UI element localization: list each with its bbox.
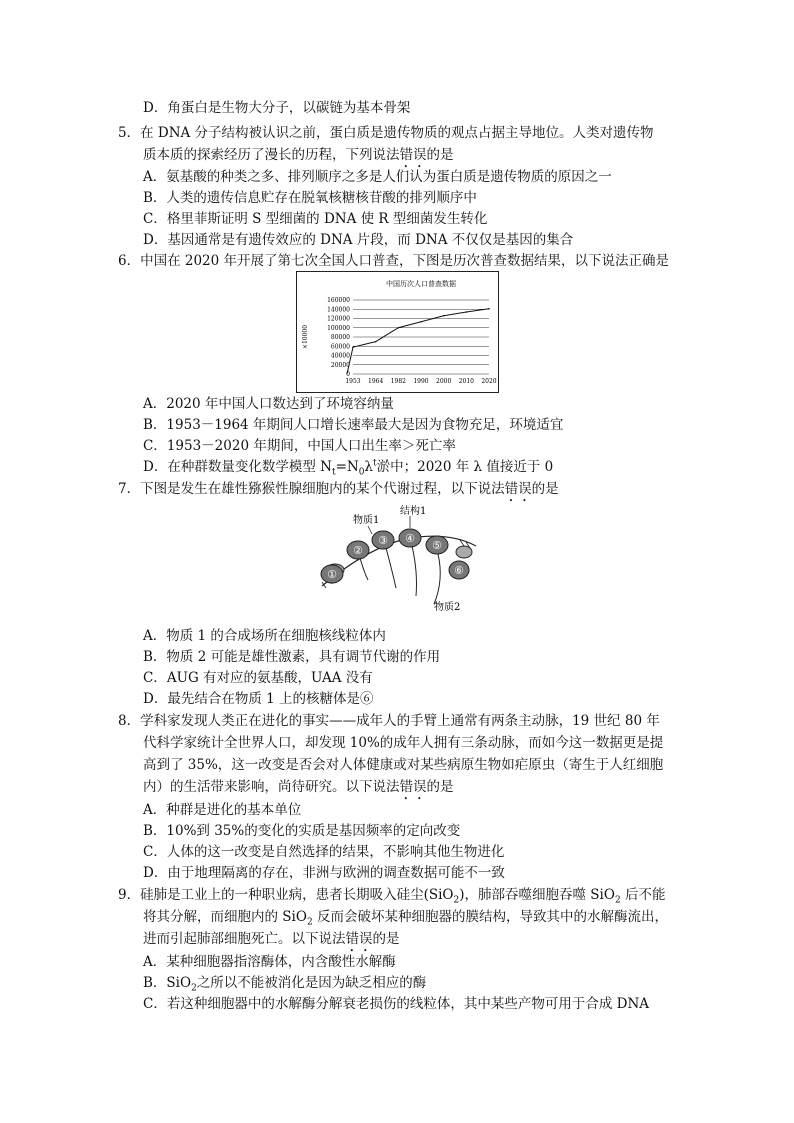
y-tick-label: 0	[346, 371, 350, 378]
y-tick-label: 60000	[330, 343, 350, 351]
ribosome-label-3: ③	[378, 534, 388, 547]
q8-stem-line2: 代科学家统计全世界人口，却发现 10%的成年人拥有三条动脉，而如今这一数据更是提	[143, 735, 664, 751]
emphasis-wrong: 错误	[399, 779, 427, 795]
y-tick-label: 140000	[327, 306, 350, 314]
q6-option-a: A．2020 年中国人口数达到了环境容纳量	[143, 396, 394, 412]
q6-option-b: B．1953－1964 年期间人口增长速率最大是因为食物充足，环境适宜	[143, 417, 564, 433]
q5-option-c: C．格里菲斯证明 S 型细菌的 DNA 使 R 型细菌发生转化	[143, 211, 488, 227]
ribosome-4	[399, 529, 421, 547]
q8-stem-line3: 高到了 35%，这一改变是否会对人体健康或对某些病原生物如疟原虫（寄生于人红细胞	[143, 757, 664, 773]
label-substance-2: 物质2	[434, 602, 461, 613]
data-point	[488, 308, 490, 310]
y-tick-label: 160000	[327, 297, 350, 304]
label-structure-1: 结构1	[400, 506, 427, 517]
emphasis-wrong: 错误	[345, 931, 373, 947]
mrna-strand	[322, 536, 476, 586]
data-point	[466, 311, 468, 313]
q9-stem-line1: 9．硅肺是工业上的一种职业病，患者长期吸入硅尘(SiO$_2$)，肺部吞噬细胞吞噬 SiO$_2$ 后不能	[118, 887, 666, 906]
emphasis-wrong: 错误	[504, 481, 532, 497]
ribosome-label-6: ⑥	[454, 564, 464, 577]
q5-stem-line1: 5．在 DNA 分子结构被认识之前，蛋白质是遗传物质的观点占据主导地位。人类对遗传物	[118, 125, 654, 141]
y-tick-label: 100000	[327, 324, 350, 332]
q7-stem: 7．下图是发生在雄性猕猴性腺细胞内的某个代谢过程，以下说法错误的是	[118, 481, 559, 497]
q7-option-c: C．AUG 有对应的氨基酸，UAA 没有	[143, 670, 373, 686]
q9-stem-line3: 进而引起肺部细胞死亡。以下说法错误的是	[143, 931, 400, 947]
data-point	[443, 315, 445, 317]
peptide-chain-3	[386, 548, 396, 588]
q5-option-d: D．基因通常是有遗传效应的 DNA 片段，而 DNA 不仅仅是基因的集合	[143, 232, 574, 248]
x-tick-label: 2020	[481, 378, 497, 385]
q6-option-d: D．在种群数量变化数学模型 $N_t=N_0\lambda^t$淤中；2020 年 λ 值接近于 0	[143, 458, 554, 478]
data-point	[352, 346, 354, 348]
peptide-chain-4	[412, 546, 417, 596]
data-point	[420, 321, 422, 323]
x-tick-label: 2000	[436, 378, 452, 385]
q7-option-b: B．物质 2 可能是雄性激素，具有调节代谢的作用	[143, 649, 441, 665]
q6-option-c: C．1953－2020 年期间，中国人口出生率＞死亡率	[143, 438, 456, 454]
data-point	[375, 341, 377, 343]
q8-option-d: D．由于地理隔离的存在，非洲与欧洲的调查数据可能不一致	[143, 865, 505, 881]
chart-y-label: ×10000	[302, 324, 309, 350]
ribosome-6	[449, 546, 472, 579]
peptide-chain-2	[360, 558, 368, 580]
ribosome-label-1: ①	[327, 568, 337, 581]
ribosome-3	[372, 531, 394, 549]
label-substance-1: 物质1	[353, 515, 380, 526]
ribosome-label-5: ⑤	[432, 539, 442, 552]
q8-option-c: C．人体的这一改变是自然选择的结果，不影响其他生物进化	[143, 844, 505, 860]
q5-stem-line2: 质本质的探索经历了漫长的历程，下列说法错误的是	[143, 147, 454, 163]
y-tick-label: 120000	[327, 315, 350, 323]
x-tick-label: 1982	[390, 378, 406, 385]
ribosome-2	[347, 541, 369, 559]
population-chart	[296, 271, 499, 393]
ribosome-1	[321, 564, 344, 583]
y-tick-label: 40000	[330, 352, 350, 360]
x-tick-label: 1953	[345, 378, 361, 385]
q5-option-b: B．人类的遗传信息贮存在脱氧核糖核苷酸的排列顺序中	[143, 190, 477, 206]
ribosome-label-2: ②	[353, 544, 363, 557]
q9-option-a: A．某种细胞器指溶酶体，内含酸性水解酶	[143, 954, 396, 970]
q8-option-a: A．种群是进化的基本单位	[143, 802, 302, 818]
chart-title: 中国历次人口普查数据	[386, 280, 456, 288]
y-tick-label: 20000	[330, 361, 350, 369]
q9-stem-line2: 将其分解，而细胞内的 SiO$_2$ 反而会破坏某种细胞器的膜结构，导致其中的水解酶流出，	[143, 909, 668, 928]
x-tick-label: 2010	[458, 378, 474, 385]
q4-option-d: D．角蛋白是生物大分子，以碳链为基本骨架	[143, 100, 411, 116]
q8-stem-line4: 内）的生活带来影响，尚待研究。以下说法错误的是	[143, 779, 454, 795]
q7-option-a: A．物质 1 的合成场所在细胞核线粒体内	[143, 628, 386, 644]
emphasis-wrong: 错误	[399, 147, 427, 163]
q5-option-a: A．氨基酸的种类之多、排列顺序之多是人们认为蛋白质是遗传物质的原因之一	[143, 169, 612, 185]
y-tick-label: 80000	[330, 334, 350, 341]
population-chart-svg	[297, 272, 498, 392]
peptide-chain-5	[434, 554, 440, 604]
label-line-sub1	[368, 526, 372, 534]
q9-option-c: C．若这种细胞器中的水解酶分解衰老损伤的线粒体，其中某些产物可用于合成 DNA	[143, 996, 650, 1012]
x-tick-label: 1964	[368, 378, 384, 385]
q6-stem: 6．中国在 2020 年开展了第七次全国人口普查，下图是历次普查数据结果，以下说法正确是	[118, 253, 670, 269]
data-point	[398, 327, 400, 329]
q9-option-b: B．SiO$_2$之所以不能被消化是因为缺乏相应的酶	[143, 975, 427, 994]
translation-diagram	[310, 500, 490, 618]
x-tick-label: 1990	[413, 378, 429, 385]
ribosome-label-4: ④	[405, 532, 415, 545]
q8-stem-line1: 8．学科家发现人类正在进化的事实——成年人的手臂上通常有两条主动脉，19 世纪 80 年	[118, 713, 660, 729]
q7-option-d: D．最先结合在物质 1 上的核糖体是⑥	[143, 691, 374, 707]
q8-option-b: B．10%到 35%的变化的实质是基因频率的定向改变	[143, 823, 461, 839]
ribosome-5	[426, 536, 448, 554]
